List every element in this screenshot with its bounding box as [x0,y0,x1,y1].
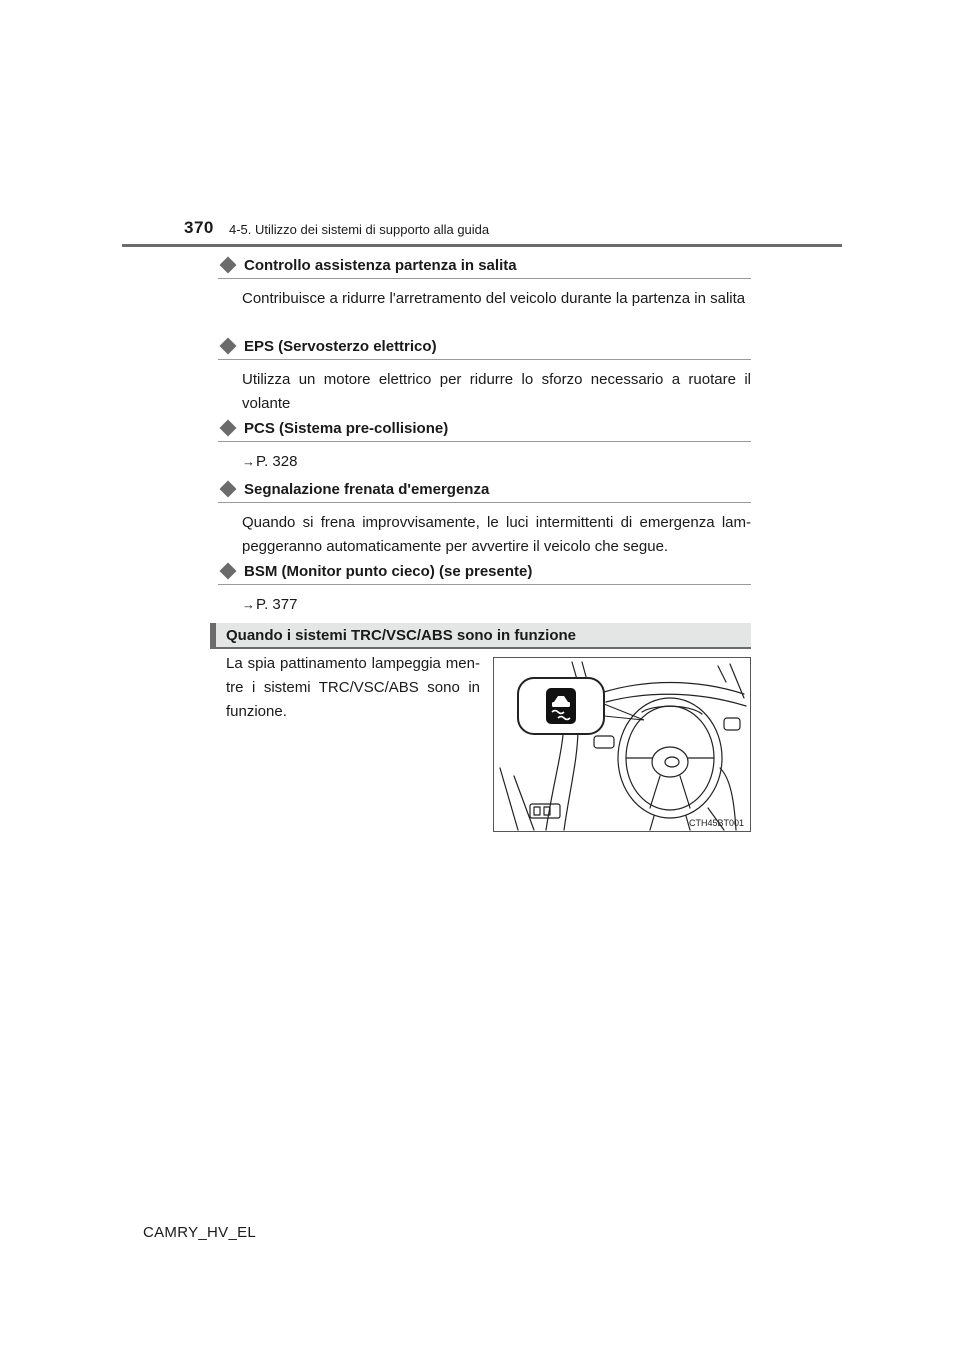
page-reference-text: P. 377 [256,596,298,613]
section-emergency-brake-signal [218,477,751,559]
diamond-bullet-icon [220,563,237,580]
chapter-title: 4-5. Utilizzo dei sistemi di supporto alla guida [229,222,490,237]
page-reference-text: P. 328 [256,453,298,470]
figure-code: CTH45BT001 [688,818,744,828]
info-box-text: La spia pattinamento lampeggia men-tre i sistemi TRC/VSC/ABS sono in funzione. [226,655,480,720]
section-pcs [218,416,751,474]
section-rule [218,584,751,585]
info-box-title: Quando i sistemi TRC/VSC/ABS sono in funzione [226,627,577,644]
section-rule [218,441,751,442]
arrow-right-icon: → [242,454,255,469]
arrow-right-icon: → [242,597,255,612]
section-rule [218,359,751,360]
section-rule [218,278,751,279]
section-rule [218,502,751,503]
section-text: Quando si frena improvvisamente, le luci intermittenti di emergenza lam-peggeranno automaticamente per avvertire il veicolo che segue. [242,514,751,555]
slip-indicator-icon [546,688,576,724]
diamond-bullet-icon [220,420,237,437]
section-eps [218,334,751,416]
document-code: CAMRY_HV_EL [143,1224,257,1241]
section-title: Controllo assistenza partenza in salita [244,256,517,274]
steering-wheel-illustration [494,658,750,831]
page-reference-link[interactable] [242,593,751,617]
page-number: 370 [184,218,214,237]
dashboard-illustration [493,657,751,832]
section-bsm [218,559,751,617]
diamond-bullet-icon [220,481,237,498]
section-title: PCS (Sistema pre-collisione) [244,419,449,437]
info-box-header [210,623,751,649]
header-rule [122,244,842,247]
section-hill-start-assist [218,253,751,311]
section-title: BSM (Monitor punto cieco) (se presente) [244,562,533,580]
page-reference-link[interactable] [242,450,751,474]
section-title: EPS (Servosterzo elettrico) [244,337,437,355]
section-text: Contribuisce a ridurre l'arretramento del veicolo durante la partenza in salita [242,290,746,307]
diamond-bullet-icon [220,257,237,274]
info-box-bar [210,623,216,647]
section-title: Segnalazione frenata d'emergenza [244,480,490,498]
section-text: Utilizza un motore elettrico per ridurre lo sforzo necessario a ruotare il volante [242,371,751,412]
diamond-bullet-icon [220,338,237,355]
